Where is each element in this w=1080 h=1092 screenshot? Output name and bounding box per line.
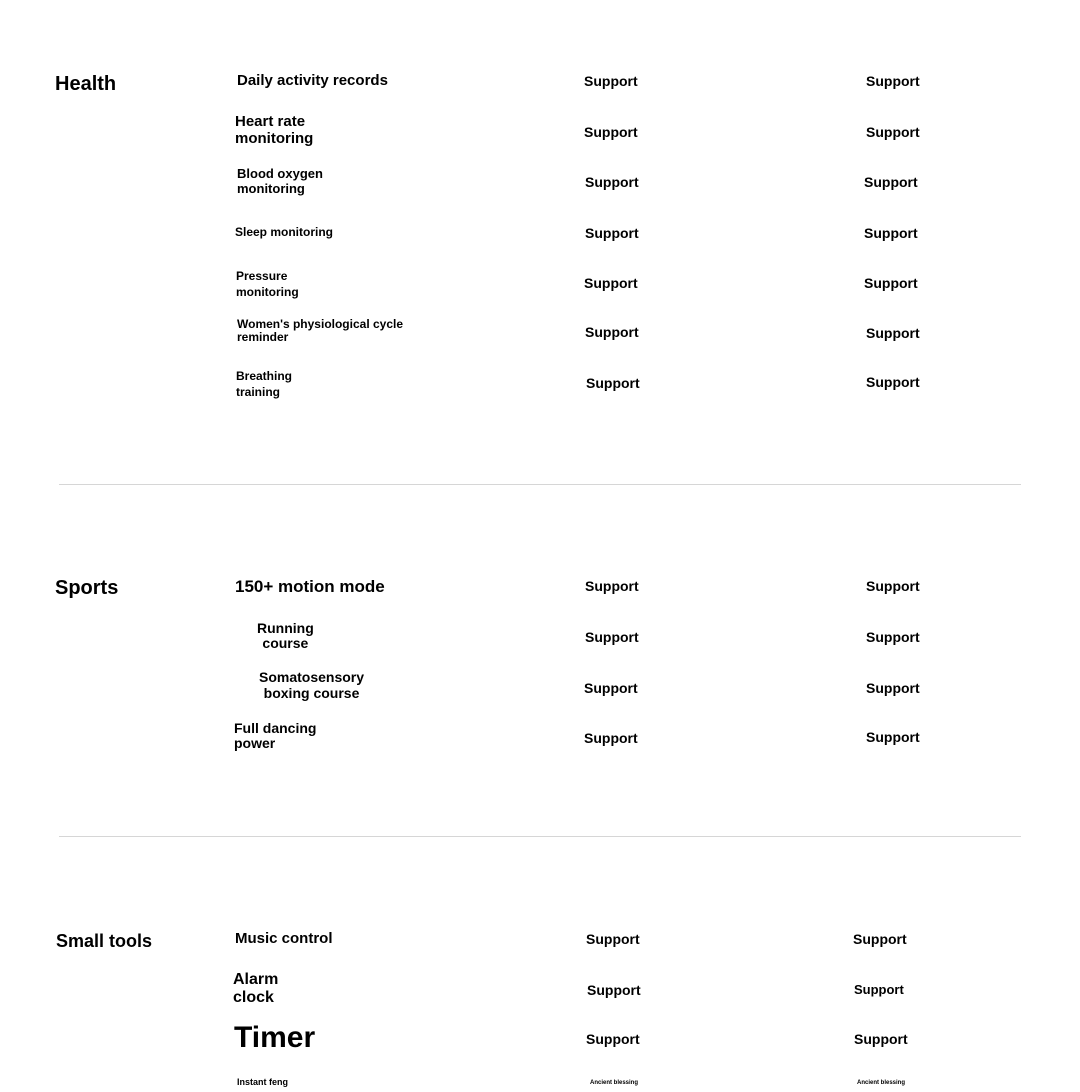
feature-music-control: Music control	[235, 930, 333, 947]
support-col2: Support	[866, 73, 920, 89]
feature-instant-feng: Instant feng	[237, 1077, 288, 1087]
support-col2: Ancient blessing	[857, 1080, 906, 1086]
section-divider	[59, 836, 1021, 837]
support-col1: Support	[585, 324, 639, 340]
feature-sleep-monitoring: Sleep monitoring	[235, 225, 334, 239]
support-col1: Support	[586, 1031, 640, 1047]
support-col1: Support	[584, 730, 638, 746]
feature-somatosensory-boxing-course: Somatosensory boxing course	[259, 669, 365, 701]
support-col2: Support	[866, 578, 920, 594]
support-col1: Support	[586, 375, 640, 391]
support-col1: Support	[585, 225, 639, 241]
support-col2: Support	[864, 225, 918, 241]
support-col2: Support	[853, 931, 907, 947]
section-title-small-tools: Small tools	[56, 931, 153, 951]
feature-daily-activity-records: Daily activity records	[237, 72, 388, 89]
support-col2: Support	[864, 275, 918, 291]
feature-womens-cycle-reminder: Women's physiological cycle reminder	[237, 317, 404, 345]
feature-running-course: Running course	[257, 620, 314, 651]
support-col1: Ancient blessing	[590, 1080, 639, 1086]
support-col1: Support	[585, 629, 639, 645]
feature-timer: Timer	[234, 1021, 316, 1054]
support-col1: Support	[584, 73, 638, 89]
feature-breathing-training: Breathing training	[236, 369, 293, 399]
support-col1: Support	[586, 931, 640, 947]
feature-blood-oxygen-monitoring: Blood oxygen monitoring	[237, 166, 323, 196]
support-col2: Support	[866, 729, 920, 745]
support-col2: Support	[866, 629, 920, 645]
feature-full-dancing-power: Full dancing power	[234, 720, 317, 751]
support-col1: Support	[584, 124, 638, 140]
section-title-sports: Sports	[55, 577, 119, 599]
feature-heart-rate-monitoring: Heart rate monitoring	[235, 113, 314, 147]
feature-alarm-clock: Alarm clock	[233, 971, 279, 1006]
support-col1: Support	[585, 174, 639, 190]
feature-pressure-monitoring: Pressure monitoring	[236, 269, 299, 299]
feature-150-motion-mode: 150+ motion mode	[235, 577, 385, 596]
support-col1: Support	[584, 680, 638, 696]
support-col2: Support	[854, 982, 904, 997]
support-col1: Support	[587, 982, 641, 998]
section-title-health: Health	[55, 73, 117, 95]
support-col2: Support	[854, 1031, 908, 1047]
section-divider	[59, 484, 1021, 485]
support-col1: Support	[585, 578, 639, 594]
support-col2: Support	[866, 325, 920, 341]
support-col2: Support	[866, 124, 920, 140]
support-col2: Support	[866, 680, 920, 696]
support-col2: Support	[866, 374, 920, 390]
support-col1: Support	[584, 275, 638, 291]
support-col2: Support	[864, 174, 918, 190]
